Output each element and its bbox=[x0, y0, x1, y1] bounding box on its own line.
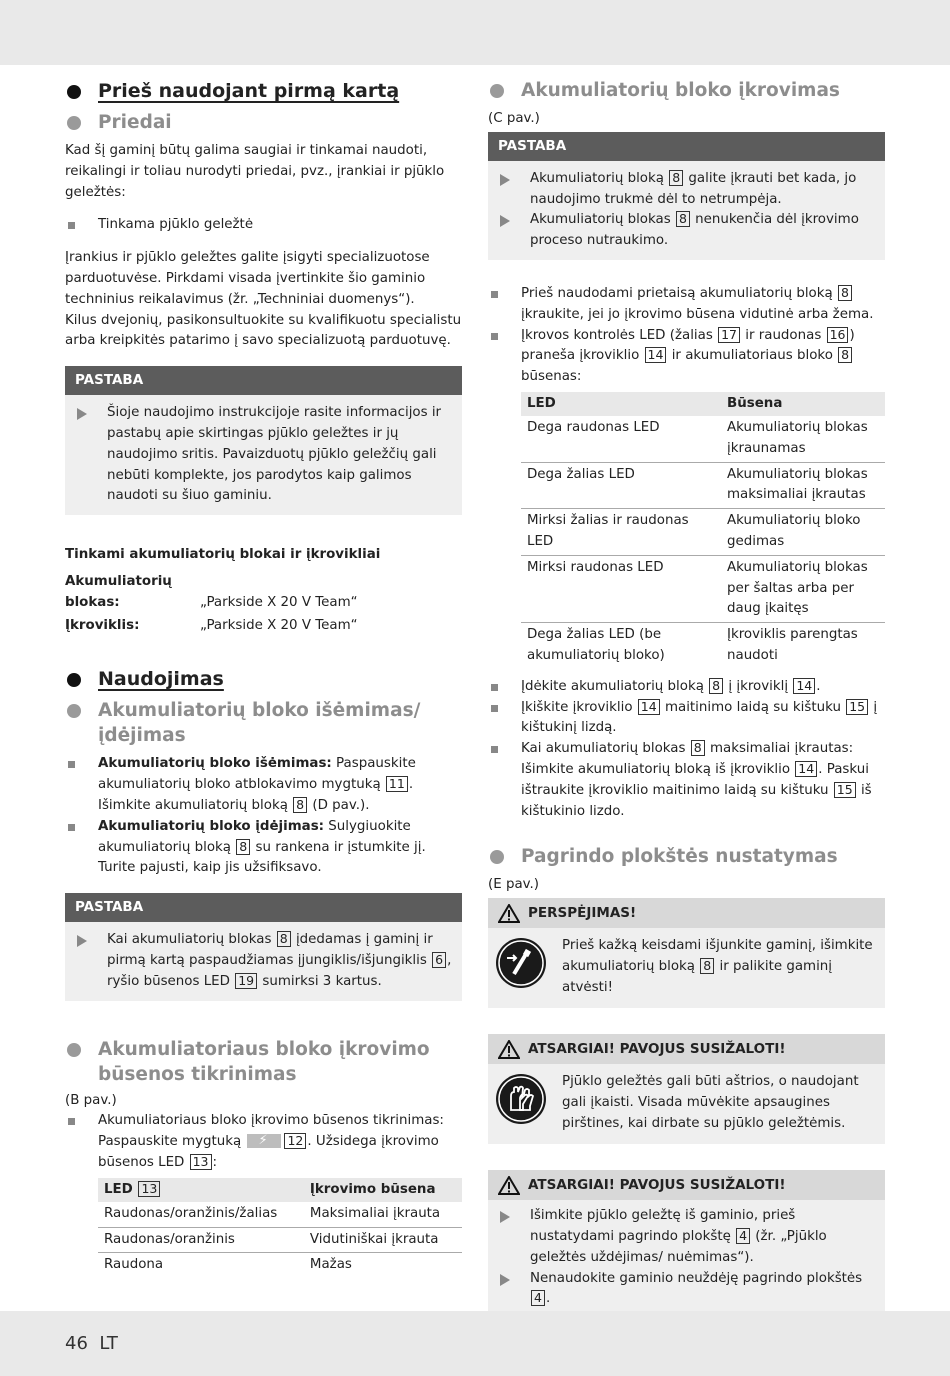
table-row: Dega žalias LED Akumuliatorių blokas maksimaliai įkrautas bbox=[521, 462, 885, 509]
warning-heading: ATSARGIAI! PAVOJUS SUSIŽALOTI! bbox=[488, 1034, 885, 1064]
note-box-blades bbox=[65, 366, 462, 515]
heading-accessories: Priedai bbox=[65, 110, 462, 135]
note-text: Akumuliatorių bloką 8 galite įkrauti bet kada, jo naudojimo trukmė dėl to netrumpėja. bbox=[498, 169, 875, 211]
table-row: Raudonas/oranžinis/žalias Maksimaliai įkrauta bbox=[98, 1202, 462, 1227]
warning-triangle-icon bbox=[498, 1176, 520, 1195]
table-row: Mirksi raudonas LED Akumuliatorių blokas per šaltas arba per daug įkaitęs bbox=[521, 555, 885, 622]
tools-text: Įrankius ir pjūklo geležtes galite įsigyti specializuotose parduotuvėse. Pirkdami visada įvertinkite šio gaminio techninius reikalavimus (žr. „Techniniai duomenys“). bbox=[65, 250, 430, 307]
warning-heading: PERSPĖJIMAS! bbox=[488, 898, 885, 928]
list-item-insert: Akumuliatorių bloko įdėjimas: Sulygiuokite akumuliatorių bloką 8 su rankena ir įstumkite jį. Turite pajusti, kaip jis užsifiksavo. bbox=[65, 817, 462, 879]
label-pack-line1: Akumuliatorių bbox=[65, 573, 172, 589]
table-header-led: LED 13 bbox=[98, 1178, 304, 1202]
ref-number: 6 bbox=[432, 952, 446, 968]
battery-button-icon bbox=[247, 1134, 281, 1148]
ref-number: 4 bbox=[531, 1290, 545, 1306]
warning-text: Išimkite pjūklo geležtę iš gaminio, prieš nustatydami pagrindo plokštę 4 (žr. „Pjūklo geležtės uždėjimas/ nuėmimas“). bbox=[498, 1206, 875, 1268]
ref-number: 8 bbox=[669, 170, 683, 186]
heading-check-charge: Akumuliatoriaus bloko įkrovimo būsenos tikrinimas bbox=[65, 1037, 462, 1087]
warning-text: Pjūklo geležtės gali būti aštrios, o naudojant gali įkaisti. Visada mūvėkite apsaugines pirštines, kai dirbate su pjūklo geležtėmis. bbox=[562, 1074, 859, 1131]
figure-ref-e: (E pav.) bbox=[488, 877, 540, 893]
ref-number: 11 bbox=[386, 776, 408, 792]
row-pack bbox=[65, 593, 462, 614]
warning-box-sharp-blades bbox=[488, 1034, 885, 1144]
ref-number: 15 bbox=[834, 782, 856, 798]
ref-number: 17 bbox=[718, 327, 740, 343]
table-row: Dega raudonas LED Akumuliatorių blokas įkraunamas bbox=[521, 416, 885, 462]
value-charger: „Parkside X 20 V Team“ bbox=[200, 617, 358, 633]
ref-number: 4 bbox=[736, 1228, 750, 1244]
page-header-band bbox=[0, 0, 950, 65]
note-box-led bbox=[65, 893, 462, 1000]
warning-box-baseplate bbox=[488, 1170, 885, 1318]
value-pack: „Parkside X 20 V Team“ bbox=[200, 594, 358, 610]
list-item-insert-pack: Įdėkite akumuliatorių bloką 8 į įkroviklį 14 . bbox=[488, 677, 885, 698]
ref-number: 16 bbox=[827, 327, 849, 343]
heading-charging: Akumuliatorių bloko įkrovimas bbox=[488, 78, 885, 103]
ref-number: 14 bbox=[793, 678, 815, 694]
warning-heading: ATSARGIAI! PAVOJUS SUSIŽALOTI! bbox=[488, 1170, 885, 1200]
note-text: Šioje naudojimo instrukcijoje rasite informacijos ir pastabų apie skirtingas pjūklo geležtes ir jų naudojimo sritis. Pavaizduotų pjūklo geležčių gali nebūti komplekte, jos parodytos kaip galimos naudoti su šiuo gaminiu. bbox=[75, 403, 452, 507]
label-pack-line2: blokas: bbox=[65, 594, 120, 610]
ref-number: 14 bbox=[638, 699, 660, 715]
list-item-check: Akumuliatoriaus bloko įkrovimo būsenos tikrinimas: Paspauskite mygtuką ⚡ 12 . Užsidega įkrovimo būsenos LED 13 : bbox=[65, 1111, 462, 1173]
list-item-fully-charged: Kai akumuliatorių blokas 8 maksimaliai įkrautas: Išimkite akumuliatorių bloką iš įkroviklio 14 . Paskui ištraukite įkroviklio maitinimo laidą su kištuku 15 iš kištukinio lizdo. bbox=[488, 739, 885, 822]
doubt-text: Kilus dvejonių, pasikonsultuokite su kvalifikuotu specialistu arba kreipkitės patarimo į savo specializuotą parduotuvę. bbox=[65, 312, 462, 349]
list-item-remove: Akumuliatorių bloko išėmimas: Paspauskite akumuliatorių bloko atblokavimo mygtuką 11 . Išimkite akumuliatorių bloką 8 (D pav.). bbox=[65, 754, 462, 816]
note-text: Kai akumuliatorių blokas 8 įdedamas į gaminį ir pirmą kartą paspaudžiamas įjungiklis/išjungiklis 6 , ryšio būsenos LED 19 sumirksi 3 kartus. bbox=[75, 930, 452, 992]
heading-suitable-packs: Tinkami akumuliatorių blokai ir įkrovikliai bbox=[65, 547, 381, 563]
warning-text: Prieš kažką keisdami išjunkite gaminį, išimkite akumuliatorių bloką 8 ir palikite gaminį atvėsti! bbox=[562, 938, 873, 995]
note-box-charging bbox=[488, 132, 885, 260]
heading-use: Naudojimas bbox=[65, 666, 462, 692]
ref-number: 14 bbox=[645, 347, 667, 363]
table-row: Raudonas/oranžinis Vidutiniškai įkrauta bbox=[98, 1227, 462, 1253]
list-item-charge-before: Prieš naudodami prietaisą akumuliatorių bloką 8 įkraukite, jei jo įkrovimo būsena vidutinė arba žema. bbox=[488, 284, 885, 326]
ref-number: 8 bbox=[236, 839, 250, 855]
ref-number: 8 bbox=[838, 347, 852, 363]
ref-number: 8 bbox=[700, 958, 714, 974]
ref-number: 15 bbox=[846, 699, 868, 715]
ref-number: 14 bbox=[795, 761, 817, 777]
row-charger bbox=[65, 616, 462, 637]
list-item-blade: Tinkama pjūklo geležtė bbox=[65, 215, 462, 236]
warning-text: Nenaudokite gaminio neuždėję pagrindo plokštės 4 . bbox=[498, 1269, 875, 1311]
charge-status-table bbox=[98, 1178, 462, 1278]
label-charger: Įkroviklis: bbox=[65, 617, 140, 633]
ref-number: 8 bbox=[676, 211, 690, 227]
ref-number: 12 bbox=[284, 1133, 306, 1149]
table-header-state: Įkrovimo būsena bbox=[304, 1178, 462, 1202]
ref-number: 8 bbox=[838, 285, 852, 301]
table-row: Mirksi žalias ir raudonas LED Akumuliatorių bloko gedimas bbox=[521, 509, 885, 556]
note-heading: PASTABA bbox=[65, 366, 462, 395]
table-row: Dega žalias LED (be akumuliatorių bloko) Įkroviklis parengtas naudoti bbox=[527, 627, 858, 663]
figure-ref-b: (B pav.) bbox=[65, 1092, 117, 1108]
page-footer-band bbox=[0, 1311, 950, 1376]
left-column bbox=[65, 78, 462, 1278]
warning-box-switch-off bbox=[488, 898, 885, 1008]
heading-baseplate: Pagrindo plokštės nustatymas bbox=[488, 844, 885, 869]
ref-number: 8 bbox=[277, 931, 291, 947]
unplug-icon bbox=[496, 938, 546, 988]
table-header-led: LED bbox=[521, 392, 721, 416]
led-status-table bbox=[521, 392, 885, 669]
heading-first-use: Prieš naudojant pirmą kartą bbox=[65, 78, 462, 104]
heading-remove-insert: Akumuliatorių bloko išėmimas/ įdėjimas bbox=[65, 698, 462, 748]
note-heading: PASTABA bbox=[488, 132, 885, 161]
page-number: 46 LT bbox=[65, 1333, 118, 1354]
warning-triangle-icon bbox=[498, 1040, 520, 1059]
list-item-plug-in: Įkiškite įkroviklio 14 maitinimo laidą su kištuku 15 į kištukinį lizdą. bbox=[488, 698, 885, 740]
figure-ref-c: (C pav.) bbox=[488, 111, 540, 126]
table-row: Raudona Mažas bbox=[104, 1257, 352, 1273]
table-header-state: Būsena bbox=[721, 392, 885, 416]
warning-triangle-icon bbox=[498, 904, 520, 923]
right-column bbox=[488, 78, 885, 1318]
ref-number: 8 bbox=[691, 740, 705, 756]
gloves-icon bbox=[496, 1074, 546, 1124]
list-item-led-info: Įkrovos kontrolės LED (žalias 17 ir raudonas 16 ) praneša įkroviklio 14 ir akumuliatoriaus bloko 8 būsenas: bbox=[488, 326, 885, 388]
ref-number: 13 bbox=[190, 1154, 212, 1170]
accessories-text: Kad šį gaminį būtų galima saugiai ir tinkamai naudoti, reikalingi ir toliau nurodyti priedai, pvz., įrankiai ir pjūklo geležtės: bbox=[65, 143, 445, 200]
note-text: Akumuliatorių blokas 8 nenukenčia dėl įkrovimo proceso nutraukimo. bbox=[498, 210, 875, 252]
ref-number: 19 bbox=[235, 973, 257, 989]
ref-number: 8 bbox=[293, 797, 307, 813]
ref-number: 8 bbox=[709, 678, 723, 694]
note-heading: PASTABA bbox=[65, 893, 462, 922]
